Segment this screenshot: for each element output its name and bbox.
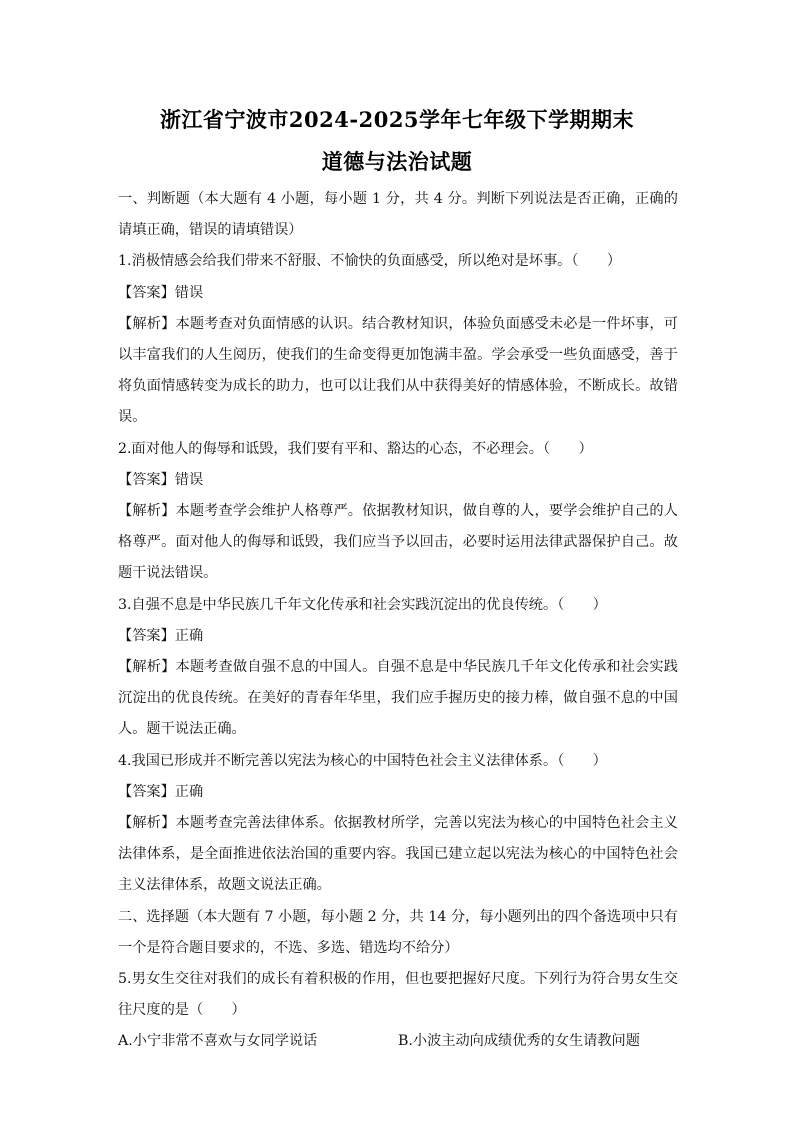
- question-2-analysis: [118, 496, 678, 590]
- option-a: A.小宁非常不喜欢与女同学说话: [118, 1033, 318, 1050]
- question-2-answer: [118, 465, 678, 496]
- analysis-text: 本题考查对负面情感的认识。结合教材知识，体验负面感受未必是一件坏事，可以丰富我们的人生阅历，使我们的生命变得更加饱满丰盈。学会承受一些负面感受，善于将负面情感转变为成长的助力，也可以让我们从中获得美好的情感体验，不断成长。故错误。: [118, 315, 678, 426]
- exam-content: [118, 184, 678, 1057]
- analysis-tag: 【解析】: [118, 503, 176, 520]
- question-4-answer: [118, 777, 678, 808]
- answer-value: 正确: [174, 627, 204, 644]
- question-1-stem: 1.消极情感会给我们带来不舒服、不愉快的负面感受，所以绝对是坏事。（ ）: [118, 253, 622, 270]
- question-1-answer: [118, 278, 678, 309]
- analysis-text: 本题考查完善法律体系。依据教材所学，完善以宪法为核心的中国特色社会主义法律体系，是全面推进依法治国的重要内容。我国已建立起以宪法为核心的中国特色社会主义法律体系，故题文说法正确。: [118, 815, 678, 894]
- question-3-analysis: [118, 652, 678, 746]
- option-b: B.小波主动向成绩优秀的女生请教问题: [398, 1033, 640, 1050]
- analysis-text: 本题考查学会维护人格尊严。依据教材知识，做自尊的人，要学会维护自己的人格尊严。面对他人的侮辱和诋毁，我们应当予以回击，必要时运用法律武器保护自己。故题干说法错误。: [118, 503, 678, 582]
- question-5-stem: 5.男女生交往对我们的成长有着积极的作用，但也要把握好尺度。下列行为符合男女生交往尺度的是（ ）: [118, 971, 678, 1019]
- question-4-analysis: [118, 808, 678, 902]
- question-2-stem: 2.面对他人的侮辱和诋毁，我们要有平和、豁达的心态，不必理会。（ ）: [118, 440, 593, 457]
- exam-title: 浙江省宁波市2024-2025学年七年级下学期期末: [159, 107, 635, 132]
- answer-tag: 【答案】: [118, 627, 175, 644]
- exam-subtitle: 道德与法治试题: [321, 149, 473, 174]
- section-2-heading: 二、选择题（本大题有 7 小题，每小题 2 分，共 14 分，每小题列出的四个备选项中只有一个是符合题目要求的，不选、多选、错选均不给分）: [118, 908, 678, 956]
- answer-tag: 【答案】: [118, 783, 175, 800]
- answer-tag: 【答案】: [118, 471, 175, 488]
- question-5-options: [118, 1026, 678, 1057]
- question-3-answer: [118, 621, 678, 652]
- question-3-stem: 3.自强不息是中华民族几千年文化传承和社会实践沉淀出的优良传统。（ ）: [118, 596, 607, 613]
- analysis-text: 本题考查做自强不息的中国人。自强不息是中华民族几千年文化传承和社会实践沉淀出的优良传统。在美好的青春年华里，我们应手握历史的接力棒，做自强不息的中国人。题干说法正确。: [118, 659, 678, 738]
- analysis-tag: 【解析】: [118, 659, 176, 676]
- question-1-analysis: [118, 309, 678, 434]
- question-4-stem: 4.我国已形成并不断完善以宪法为核心的中国特色社会主义法律体系。（ ）: [118, 752, 607, 769]
- analysis-tag: 【解析】: [118, 815, 176, 832]
- answer-value: 正确: [174, 783, 204, 800]
- analysis-tag: 【解析】: [118, 315, 176, 332]
- answer-value: 错误: [174, 284, 204, 301]
- answer-tag: 【答案】: [118, 284, 175, 301]
- answer-value: 错误: [174, 471, 204, 488]
- section-1-heading: 一、判断题（本大题有 4 小题，每小题 1 分，共 4 分。判断下列说法是否正确，正确的请填正确，错误的请填错误）: [118, 191, 678, 239]
